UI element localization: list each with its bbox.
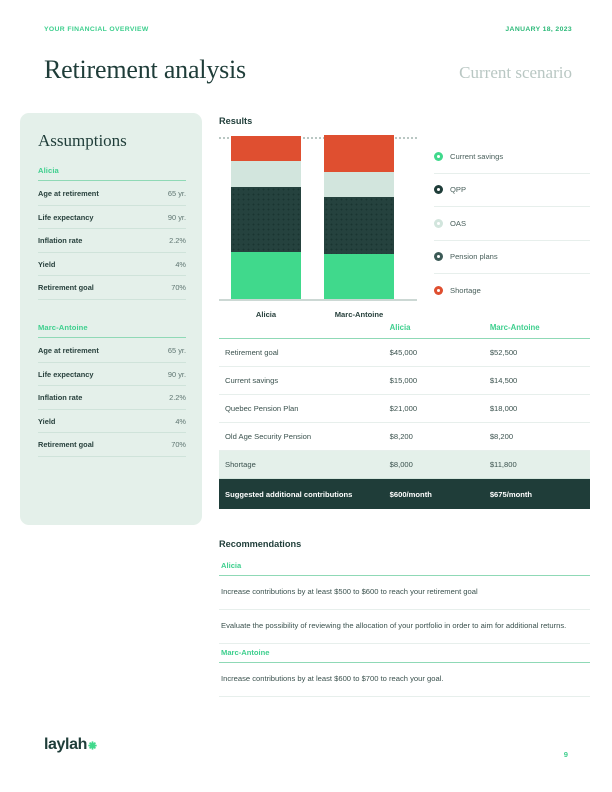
assumption-value: 65 yr. (167, 189, 186, 199)
cell-marc-antoine: $52,500 (489, 348, 518, 358)
bar-segment-current-savings (231, 252, 301, 299)
legend-item-pension-plans[interactable] (434, 241, 590, 275)
assumption-value: 70% (171, 283, 186, 293)
column-header-alicia: Alicia (389, 323, 411, 332)
assumptions-group-marc-antoine (38, 323, 186, 457)
column-header-blank (219, 323, 390, 332)
table-row (219, 395, 590, 423)
cell-alicia: $600/month (389, 489, 432, 499)
assumption-value: 4% (175, 259, 186, 269)
assumption-row (38, 433, 186, 457)
page-number: 9 (563, 750, 568, 759)
bar-segment-pension-plans (324, 197, 394, 253)
assumptions-person-name: Marc-Antoine (38, 322, 88, 332)
legend-item-qpp[interactable] (434, 174, 590, 208)
legend-item-current-savings[interactable] (434, 140, 590, 174)
assumption-key: Yield (38, 259, 56, 269)
table-row (219, 423, 590, 451)
row-label: Old Age Security Pension (225, 432, 312, 442)
assumption-value: 70% (171, 440, 186, 450)
cell-marc-antoine: $11,800 (489, 460, 517, 470)
legend-swatch-icon (434, 286, 443, 295)
cell-marc-antoine: $18,000 (489, 404, 518, 414)
row-label: Retirement goal (225, 348, 279, 358)
assumption-key: Retirement goal (38, 440, 94, 450)
recommendation-item: Increase contributions by at least $600 to $700 to reach your goal. (219, 663, 590, 697)
assumption-key: Yield (38, 416, 56, 426)
assumption-key: Inflation rate (38, 236, 83, 246)
assumption-key: Inflation rate (38, 393, 83, 403)
legend-swatch-icon (434, 219, 443, 228)
assumption-row (38, 229, 186, 253)
legend-item-oas[interactable] (434, 207, 590, 241)
table-row (219, 339, 590, 367)
cell-marc-antoine: $14,500 (489, 376, 518, 386)
bar-category-label: Alicia (255, 310, 277, 319)
assumption-row (38, 182, 186, 206)
row-label: Quebec Pension Plan (225, 404, 299, 414)
legend-label: QPP (450, 185, 467, 195)
bar-segment-oas (231, 161, 301, 187)
assumption-row (38, 363, 186, 387)
row-label: Shortage (225, 460, 256, 470)
stacked-bar-chart (219, 133, 417, 319)
flower-asterisk-icon (88, 737, 97, 755)
cell-marc-antoine: $8,200 (489, 432, 514, 442)
cell-alicia: $15,000 (389, 376, 418, 386)
document-date: JANUARY 18, 2023 (505, 26, 572, 33)
bar-segment-pension-plans (231, 187, 301, 253)
cell-alicia: $45,000 (389, 348, 418, 358)
assumption-row (38, 386, 186, 410)
assumptions-group-alicia (38, 166, 186, 300)
page-title: Retirement analysis (44, 55, 246, 84)
cell-alicia: $21,000 (389, 404, 418, 414)
assumption-value: 90 yr. (167, 212, 186, 222)
chart-legend (434, 140, 590, 308)
recommendations-person-name: Marc-Antoine (221, 647, 270, 657)
assumption-value: 2.2% (169, 393, 186, 403)
assumption-key: Life expectancy (38, 212, 94, 222)
cell-alicia: $8,200 (389, 432, 413, 442)
table-row-suggested-contributions (219, 479, 590, 509)
bar-marc-antoine (324, 135, 394, 299)
cell-marc-antoine: $675/month (489, 489, 533, 499)
legend-swatch-icon (434, 152, 443, 161)
cell-alicia: $8,000 (389, 460, 413, 470)
assumptions-person-name: Alicia (38, 166, 59, 175)
table-row-shortage (219, 451, 590, 479)
scenario-label: Current scenario (459, 63, 572, 82)
assumption-value: 65 yr. (167, 346, 186, 356)
logo-wordmark: laylah (44, 736, 87, 753)
table-header-row (219, 323, 590, 338)
assumption-value: 2.2% (169, 236, 186, 246)
recommendation-item: Increase contributions by at least $500 to $600 to reach your retirement goal (219, 576, 590, 610)
brand-logo (44, 736, 97, 755)
divider (38, 337, 186, 338)
legend-item-shortage[interactable] (434, 274, 590, 308)
eyebrow-left: YOUR FINANCIAL OVERVIEW (44, 26, 149, 33)
recommendation-item: Evaluate the possibility of reviewing the allocation of your portfolio in order to aim for additional returns. (219, 610, 590, 644)
assumption-value: 90 yr. (167, 369, 186, 379)
legend-label: Current savings (450, 151, 504, 161)
bar-segment-shortage (231, 136, 301, 161)
assumption-value: 4% (175, 416, 186, 426)
bar-segment-shortage (324, 135, 394, 172)
legend-label: OAS (450, 218, 467, 228)
assumptions-heading: Assumptions (38, 131, 127, 150)
assumption-key: Retirement goal (38, 283, 94, 293)
column-header-marc-antoine: Marc-Antoine (489, 323, 540, 332)
legend-label: Pension plans (450, 252, 498, 262)
assumption-key: Age at retirement (38, 346, 99, 356)
legend-swatch-icon (434, 185, 443, 194)
assumption-key: Life expectancy (38, 369, 94, 379)
assumption-row (38, 339, 186, 363)
assumption-key: Age at retirement (38, 189, 99, 199)
divider (38, 180, 186, 181)
header-eyebrow-row (44, 26, 572, 33)
bar-category-label: Marc-Antoine (334, 310, 384, 319)
recommendations-heading: Recommendations (219, 539, 302, 549)
assumption-row (38, 206, 186, 230)
legend-swatch-icon (434, 252, 443, 261)
table-row (219, 367, 590, 395)
recommendations-list (219, 557, 590, 697)
legend-label: Shortage (450, 286, 481, 296)
assumption-row (38, 253, 186, 277)
assumption-row (38, 410, 186, 434)
bar-segment-oas (324, 172, 394, 198)
row-label: Current savings (225, 376, 279, 386)
results-heading: Results (219, 116, 253, 126)
bar-segment-current-savings (324, 254, 394, 299)
header-title-row (44, 55, 572, 85)
assumption-row (38, 276, 186, 300)
spacer (38, 300, 186, 323)
assumptions-card (20, 113, 202, 525)
row-label: Suggested additional contributions (225, 489, 353, 499)
recommendations-person-name: Alicia (221, 561, 242, 570)
bar-alicia (231, 136, 301, 299)
results-table (219, 323, 590, 509)
